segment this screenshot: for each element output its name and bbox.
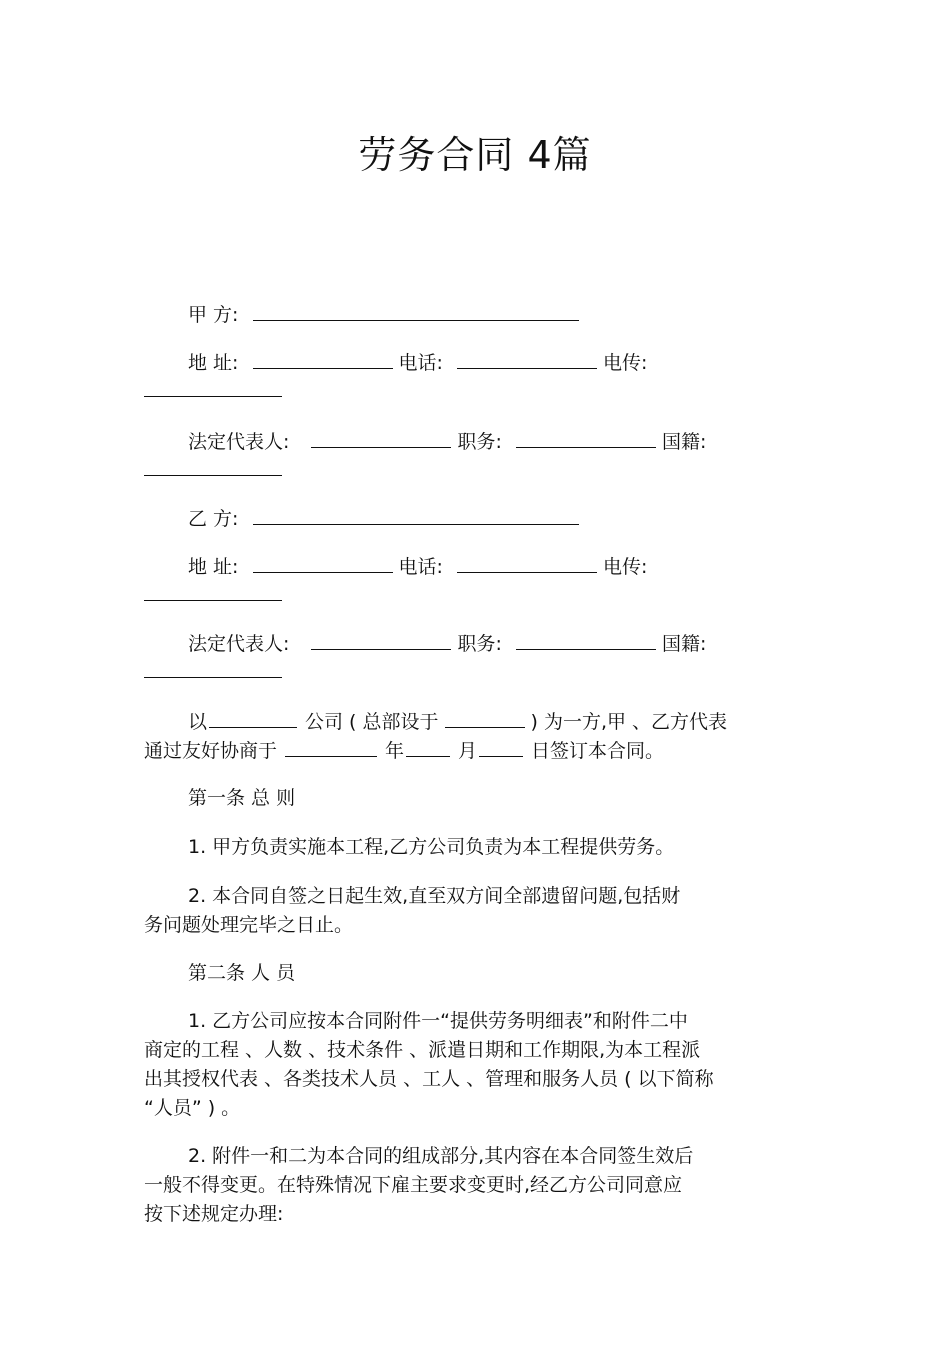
party-b-rep-blank[interactable] <box>311 631 451 650</box>
article2-clause1-line2: 商定的工程 、人数 、技术条件 、派遣日期和工作期限,为本工程派 <box>144 1039 701 1061</box>
party-a-phone-blank[interactable] <box>457 350 597 369</box>
party-a-label: 甲 方: <box>188 304 239 326</box>
party-b-contact-line <box>188 554 647 579</box>
party-b-nationality-label: 国籍: <box>662 633 707 655</box>
party-a-blank[interactable] <box>253 302 579 321</box>
party-b-rep-line <box>188 631 706 656</box>
party-b-fax-blank[interactable] <box>144 582 282 601</box>
preamble-text: 公司 ( 总部设于 <box>305 711 439 733</box>
article1-heading: 第一条 总 则 <box>188 787 296 809</box>
article2-clause2-line1: 2. 附件一和二为本合同的组成部分,其内容在本合同签生效后 <box>188 1145 694 1167</box>
party-b-phone-blank[interactable] <box>457 554 597 573</box>
document-title: 劳务合同 4篇 <box>358 133 592 177</box>
preamble-text: 月 <box>458 740 478 762</box>
party-a-fax-label: 电传: <box>603 352 648 374</box>
article2-clause1-line4: “人员” ) 。 <box>144 1097 241 1119</box>
preamble-text: ) 为一方,甲 、乙方代表 <box>530 711 728 733</box>
party-a-position-label: 职务: <box>457 431 502 453</box>
article1-clause2-line2: 务问题处理完毕之日止。 <box>144 914 354 936</box>
article1-clause1: 1. 甲方负责实施本工程,乙方公司负责为本工程提供劳务。 <box>188 836 675 858</box>
party-b-nationality-line <box>144 659 282 684</box>
party-a-nationality-blank[interactable] <box>144 457 282 476</box>
article2-heading: 第二条 人 员 <box>188 962 296 984</box>
article1-clause2-line1: 2. 本合同自签之日起生效,直至双方间全部遗留问题,包括财 <box>188 885 681 907</box>
party-b-rep-label: 法定代表人: <box>188 633 290 655</box>
hq-blank[interactable] <box>445 709 525 728</box>
year-blank[interactable] <box>285 738 377 757</box>
party-a-position-blank[interactable] <box>516 429 656 448</box>
party-a-address-label: 地 址: <box>188 352 239 374</box>
party-a-fax-blank[interactable] <box>144 378 282 397</box>
party-b-nationality-blank[interactable] <box>144 659 282 678</box>
article2-clause2-line3: 按下述规定办理: <box>144 1203 284 1225</box>
party-a-contact-line <box>188 350 647 375</box>
party-b-address-label: 地 址: <box>188 556 239 578</box>
preamble-text: 日签订本合同。 <box>531 740 665 762</box>
party-b-fax-label: 电传: <box>603 556 648 578</box>
party-b-address-blank[interactable] <box>253 554 393 573</box>
company-blank[interactable] <box>209 709 297 728</box>
party-b-line <box>188 506 579 531</box>
party-a-rep-blank[interactable] <box>311 429 451 448</box>
party-b-position-label: 职务: <box>457 633 502 655</box>
party-a-address-blank[interactable] <box>253 350 393 369</box>
article2-clause2-line2: 一般不得变更。在特殊情况下雇主要求变更时,经乙方公司同意应 <box>144 1174 683 1196</box>
party-a-rep-label: 法定代表人: <box>188 431 290 453</box>
party-a-fax-line <box>144 378 282 403</box>
party-a-nationality-line <box>144 457 282 482</box>
article2-clause1-line1: 1. 乙方公司应按本合同附件一“提供劳务明细表”和附件二中 <box>188 1010 688 1032</box>
preamble-text: 以 <box>188 711 208 733</box>
article2-clause1-line3: 出其授权代表 、各类技术人员 、工人 、管理和服务人员 ( 以下简称 <box>144 1068 714 1090</box>
preamble-text: 通过友好协商于 <box>144 740 278 762</box>
party-b-fax-line <box>144 582 282 607</box>
preamble-line-2 <box>144 738 664 763</box>
party-a-phone-label: 电话: <box>398 352 443 374</box>
preamble-line-1 <box>188 709 727 734</box>
preamble-text: 年 <box>385 740 405 762</box>
party-a-nationality-label: 国籍: <box>662 431 707 453</box>
party-b-blank[interactable] <box>253 506 579 525</box>
day-blank[interactable] <box>479 738 523 757</box>
month-blank[interactable] <box>406 738 450 757</box>
party-b-label: 乙 方: <box>188 508 239 530</box>
party-b-phone-label: 电话: <box>398 556 443 578</box>
party-b-position-blank[interactable] <box>516 631 656 650</box>
party-a-rep-line <box>188 429 706 454</box>
party-a-line <box>188 302 579 327</box>
